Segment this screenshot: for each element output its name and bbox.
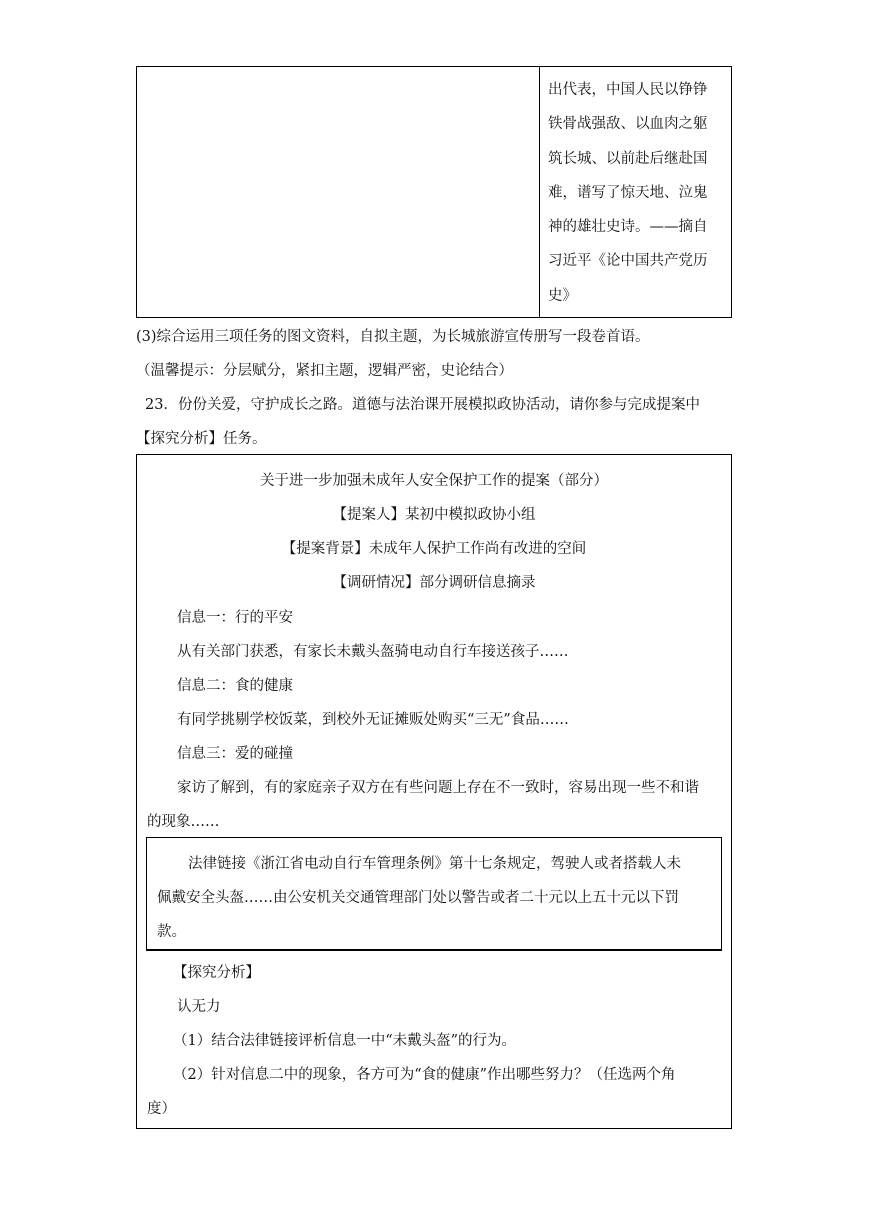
question-3: (3)综合运用三项任务的图文资料，自拟主题，为长城旅游宣传册写一段卷首语。 <box>136 329 650 345</box>
quote-line: 出代表，中国人民以铮铮 <box>548 82 708 98</box>
analysis-subtitle: 认无力 <box>177 999 221 1015</box>
quote-line: 史》 <box>548 287 577 304</box>
analysis-question-2-line-1: （2）针对信息二中的现象，各方可为“食的健康”作出哪些努力？（任选两个角 <box>173 1067 676 1083</box>
law-link-box <box>146 837 722 951</box>
law-text-1: 法律链接《浙江省电动自行车管理条例》第十七条规定，驾驶人或者搭载人未 <box>188 856 681 872</box>
top-table <box>136 66 732 318</box>
law-text-2: 佩戴安全头盔……由公安机关交通管理部门处以警告或者二十元以上五十元以下罚 <box>157 890 679 906</box>
info2-text: 有同学挑剔学校饭菜，到校外无证摊贩处购买“三无”食品…… <box>177 712 569 728</box>
quote-line: 难，谱写了惊天地、泣鬼 <box>548 184 708 201</box>
proposal-background: 【提案背景】未成年人保护工作尚有改进的空间 <box>281 541 587 557</box>
info1-text: 从有关部门获悉，有家长未戴头盔骑电动自行车接送孩子…… <box>177 644 569 660</box>
info2-title: 信息二：食的健康 <box>177 678 293 694</box>
quote-line: 神的雄壮史诗。——摘自 <box>548 219 708 236</box>
quote-line: 筑长城、以前赴后继赴国 <box>548 150 708 167</box>
info3-text-1: 家访了解到，有的家庭亲子双方在有些问题上存在不一致时，容易出现一些不和谐 <box>177 780 699 796</box>
top-table-quote-cell <box>540 67 731 317</box>
proposal-research: 【调研情况】部分调研信息摘录 <box>332 575 536 591</box>
analysis-title: 【探究分析】 <box>173 965 260 981</box>
info3-text-2: 的现象…… <box>147 814 220 830</box>
proposal-title: 关于进一步加强未成年人安全保护工作的提案（部分） <box>260 473 608 489</box>
info1-title: 信息一：行的平安 <box>177 610 293 626</box>
quote-line: 铁骨战强敌、以血肉之躯 <box>548 116 708 133</box>
proposal-box <box>136 454 732 1129</box>
law-text-3: 款。 <box>157 924 186 940</box>
question-23-line-1: 23．份份关爱，守护成长之路。道德与法治课开展模拟政协活动，请你参与完成提案中 <box>145 397 700 413</box>
analysis-question-2-line-2: 度） <box>147 1101 176 1117</box>
analysis-question-1: （1）结合法律链接评析信息一中“未戴头盔”的行为。 <box>173 1033 517 1049</box>
tip-text: （温馨提示：分层赋分，紧扣主题，逻辑严密，史论结合） <box>136 363 513 379</box>
question-23-line-2: 【探究分析】任务。 <box>136 431 267 447</box>
proposal-proposer: 【提案人】某初中模拟政协小组 <box>332 507 536 523</box>
quote-line: 习近平《论中国共产党历 <box>548 253 708 270</box>
top-table-empty-cell <box>137 67 540 317</box>
info3-title: 信息三：爱的碰撞 <box>177 746 293 762</box>
